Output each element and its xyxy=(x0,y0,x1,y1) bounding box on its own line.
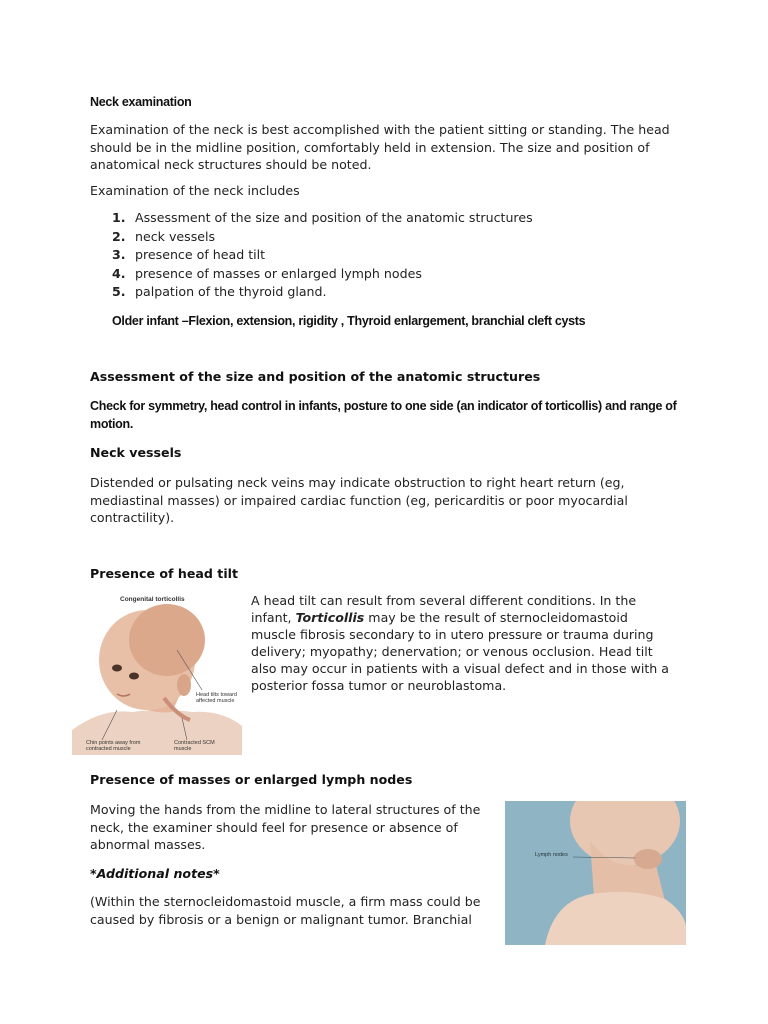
additional-notes-heading: *Additional notes* xyxy=(90,866,220,881)
section-heading-tilt: Presence of head tilt xyxy=(90,566,238,581)
intro-paragraph: Examination of the neck is best accomplished with the patient sitting or standing. The head should be in the midline position, comfortably held in extension. The size and position of anatomical neck structures should be noted. xyxy=(90,122,670,172)
figure-label-bottom-right: Contracted SCM muscle xyxy=(174,740,215,752)
list-intro: Examination of the neck includes xyxy=(90,183,300,198)
torticollis-term: Torticollis xyxy=(295,610,365,625)
list-item: 1. Assessment of the size and position of the anatomic structures xyxy=(112,210,533,225)
list-item: 5. palpation of the thyroid gland. xyxy=(112,284,327,299)
figure-title: Congenital torticollis xyxy=(120,596,185,603)
exam-list xyxy=(90,209,650,302)
lymph-node-illustration xyxy=(505,801,686,945)
list-item: 4. presence of masses or enlarged lymph nodes xyxy=(112,265,422,281)
torticollis-illustration xyxy=(72,590,242,755)
figure-label-bottom-left: Chin points away from contracted muscle xyxy=(86,740,141,752)
older-infant-note: Older infant –Flexion, extension, rigidity , Thyroid enlargement, branchial cleft cysts xyxy=(112,314,586,328)
assessment-text: Check for symmetry, head control in infants, posture to one side (an indicator of torticollis) and range of motion. xyxy=(90,399,677,431)
additional-notes-text: (Within the sternocleidomastoid muscle, a firm mass could be caused by fibrosis or a benign or malignant tumor. Branchial xyxy=(90,894,481,927)
section-heading-assessment: Assessment of the size and position of the anatomic structures xyxy=(90,369,541,384)
section-heading-vessels: Neck vessels xyxy=(90,445,182,460)
lymph-node-figure xyxy=(505,801,686,945)
masses-text: Moving the hands from the midline to lateral structures of the neck, the examiner should feel for presence or absence of abnormal masses. xyxy=(90,802,481,852)
figure-label-right: Head tilts toward affected muscle xyxy=(196,692,237,704)
list-item: 3. presence of head tilt xyxy=(112,247,266,262)
torticollis-figure xyxy=(72,590,242,755)
section-heading-masses: Presence of masses or enlarged lymph nodes xyxy=(90,772,413,787)
list-item: 2. neck vessels xyxy=(112,228,216,244)
lymph-node-label: Lymph nodes xyxy=(535,852,568,858)
vessels-text: Distended or pulsating neck veins may indicate obstruction to right heart return (eg, mediastinal masses) or impaired cardiac function (eg, pericarditis or poor myocardial contractility). xyxy=(90,475,628,525)
page-title: Neck examination xyxy=(90,95,192,109)
tilt-text: A head tilt can result from several different conditions. In the infant, Torticollis may be the result of sternocleidomastoid muscle fibrosis secondary to in utero pressure or trauma during delivery; myopathy; denervation; or venous occlusion. Head tilt also may occur in patients with a visual defect and in those with a posterior fossa tumor or neuroblastoma. xyxy=(251,593,670,693)
